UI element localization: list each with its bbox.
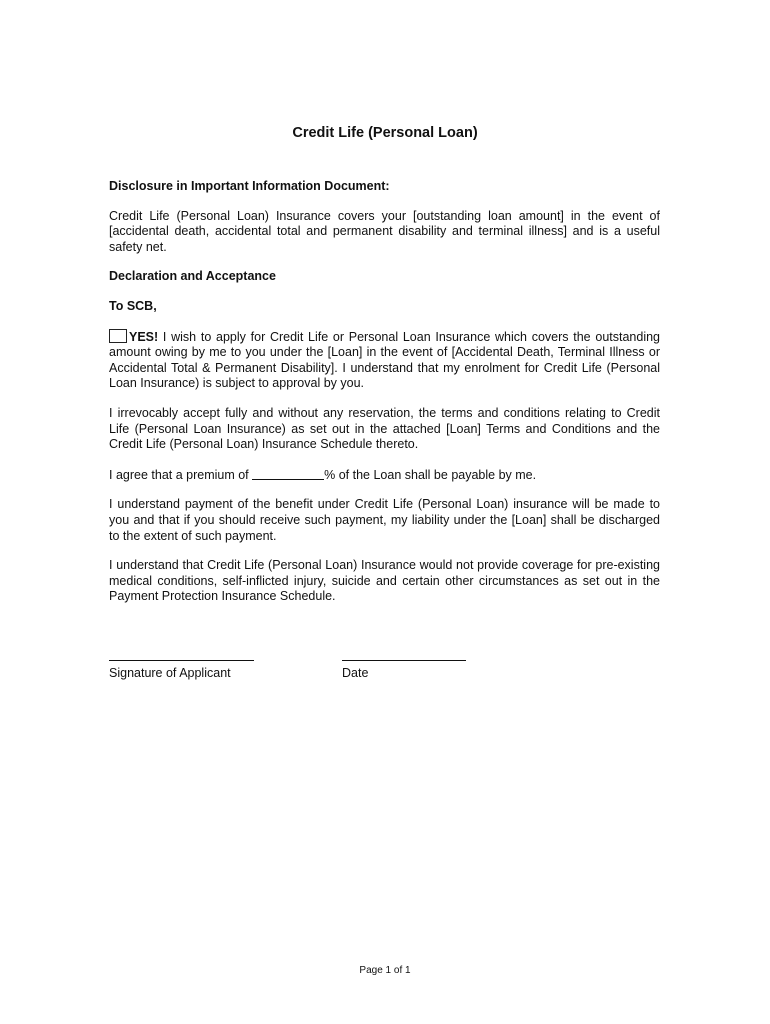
- premium-prefix: I agree that a premium of: [109, 467, 253, 482]
- page-number: Page 1 of 1: [359, 965, 411, 976]
- disclosure-paragraph: Credit Life (Personal Loan) Insurance covers your [outstanding loan amount] in the event of [accidental death, accidental total and permanent disability and terminal illness] and is a useful safety net.: [109, 208, 660, 254]
- payment-paragraph: I understand payment of the benefit under Credit Life (Personal Loan) insurance will be made to you and that if you should receive such payment, my liability under the [Loan] shall be discharged to the extent of such payment.: [109, 497, 660, 543]
- premium-suffix: % of the Loan shall be payable by me.: [324, 467, 537, 482]
- premium-percentage-field[interactable]: [252, 467, 324, 480]
- signature-line[interactable]: [109, 660, 254, 661]
- date-block: [342, 660, 466, 681]
- acceptance-paragraph: I irrevocably accept fully and without any reservation, the terms and conditions relating to Credit Life (Personal Loan Insurance) as set out in the attached [Loan] Terms and Conditions and the Credit Life (Personal Loan) Insurance Schedule thereto.: [109, 405, 660, 452]
- yes-application-paragraph: [109, 329, 660, 392]
- yes-label: YES!: [129, 329, 159, 344]
- document-title: Credit Life (Personal Loan): [292, 125, 478, 141]
- date-line[interactable]: [342, 660, 466, 661]
- premium-paragraph: [109, 467, 660, 484]
- signature-block: [109, 660, 254, 681]
- yes-checkbox[interactable]: [109, 329, 127, 343]
- disclosure-heading: Disclosure in Important Information Document:: [109, 179, 390, 193]
- document-body: [109, 179, 660, 619]
- signature-label: Signature of Applicant: [109, 666, 231, 680]
- declaration-heading: Declaration and Acceptance: [109, 269, 276, 284]
- addressee: To SCB,: [109, 298, 157, 313]
- coverage-paragraph: I understand that Credit Life (Personal Loan) Insurance would not provide coverage for pre-existing medical conditions, self-inflicted injury, suicide and certain other circumstances as set out in the Payment Protection Insurance Schedule.: [109, 558, 660, 604]
- yes-application-text: I wish to apply for Credit Life or Personal Loan Insurance which covers the outstanding amount owing by me to you under the [Loan] in the event of [Accidental Death, Terminal Illness or Accidental Total & Permanent Disability]. I understand that my enrolment for Credit Life (Personal Loan Insurance) is subject to approval by you.: [109, 329, 660, 391]
- date-label: Date: [342, 666, 369, 680]
